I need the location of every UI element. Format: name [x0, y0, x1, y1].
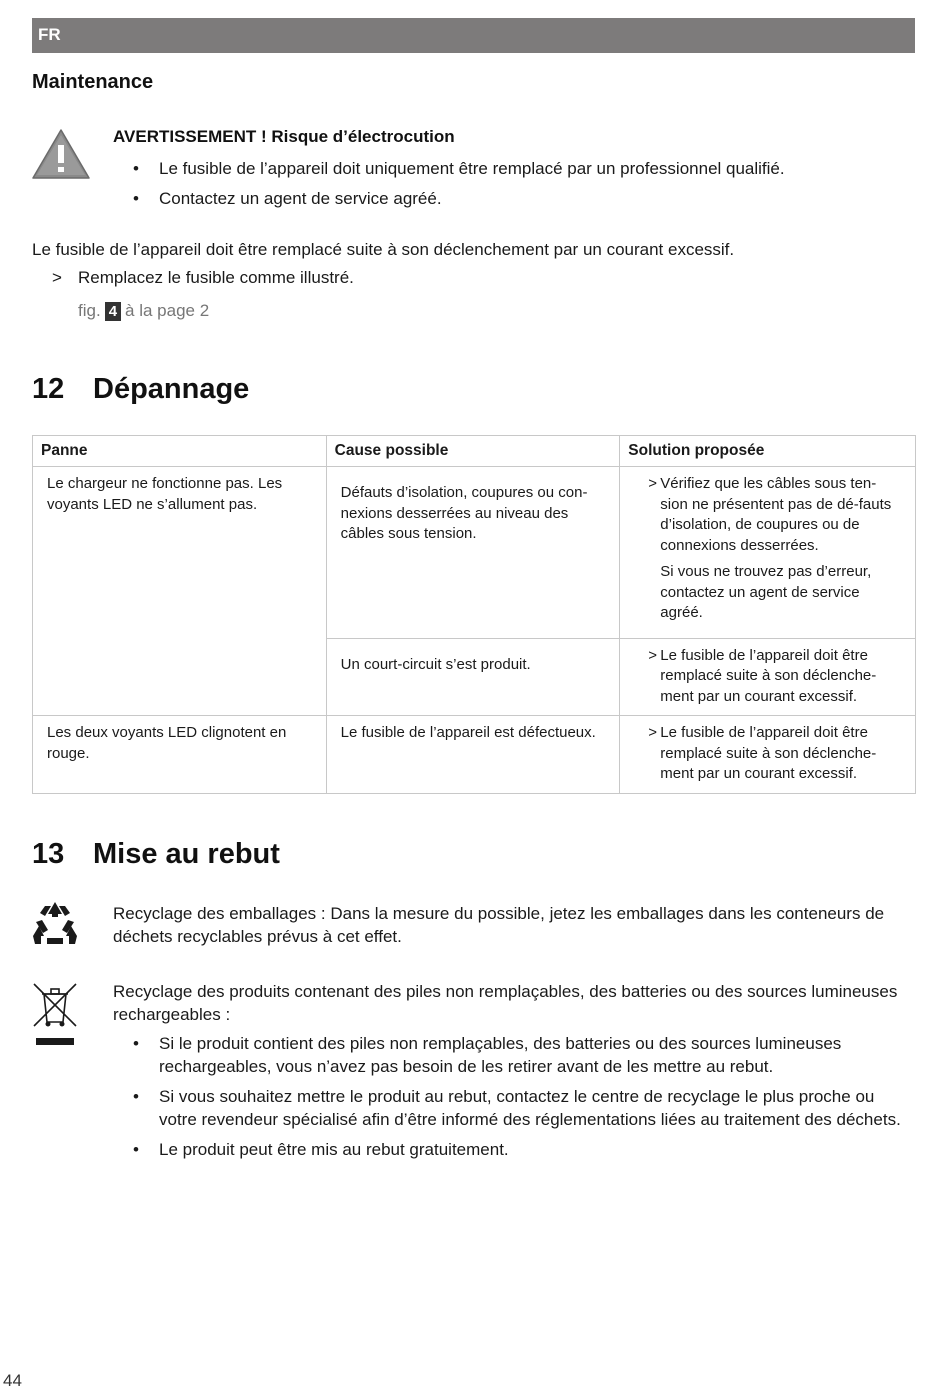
maintenance-paragraph: Le fusible de l’appareil doit être remplacé suite à son déclenchement par un courant excessif. — [32, 240, 735, 259]
solution-cell — [620, 467, 916, 639]
table-header-row — [33, 436, 916, 467]
cause-cell: Défauts d’isolation, coupures ou con-nexions desserrées au niveau des câbles sous tension. — [326, 467, 620, 639]
language-code: FR — [38, 25, 61, 44]
figure-prefix: fig. — [78, 301, 101, 320]
list-item — [113, 1138, 913, 1161]
column-header-cause: Cause possible — [326, 436, 620, 467]
page-number: 44 — [3, 1371, 22, 1390]
crossed-bin-icon — [32, 982, 78, 1048]
section-title: Dépannage — [93, 373, 250, 405]
recycle-icon — [31, 900, 79, 946]
disposal-list — [113, 1032, 913, 1161]
table-row — [33, 467, 916, 639]
warning-title: AVERTISSEMENT ! Risque d’électrocution — [113, 127, 455, 146]
instruction-step — [52, 268, 354, 288]
bullet-symbol: • — [133, 1034, 139, 1053]
arrow-icon: > — [648, 724, 658, 741]
list-item — [113, 187, 785, 210]
panne-cell: Le chargeur ne fonctionne pas. Les voyants LED ne s’allument pas. — [33, 467, 327, 716]
language-header-bar — [32, 18, 915, 53]
battery-recycling-text: Recyclage des produits contenant des piles non remplaçables, des batteries ou des sources lumineuses rechargeables : — [113, 982, 898, 1024]
figure-suffix: à la page 2 — [125, 301, 210, 320]
disposal-item-text: Le produit peut être mis au rebut gratuitement. — [159, 1140, 509, 1159]
figure-number: 4 — [105, 302, 121, 321]
disposal-item-text: Si le produit contient des piles non remplaçables, des batteries ou des sources lumineuses rechargeables, vous n’avez pas besoin de les retirer avant de les mettre au rebut. — [159, 1034, 842, 1076]
list-item — [113, 1085, 913, 1131]
bullet-symbol: • — [133, 1140, 139, 1159]
arrow-icon: > — [52, 268, 62, 287]
section-number: 13 — [32, 838, 65, 870]
solution-text: Le fusible de l’appareil doit être remplacé suite à son déclenche-ment par un courant excessif. — [660, 724, 877, 782]
solution-cell — [620, 716, 916, 794]
bullet-symbol: • — [133, 159, 139, 178]
troubleshooting-table — [32, 435, 916, 794]
table-row — [33, 716, 916, 794]
list-item — [113, 157, 785, 180]
section-number: 12 — [32, 373, 65, 405]
warning-item-text: Contactez un agent de service agréé. — [159, 189, 442, 208]
warning-triangle-icon — [31, 128, 91, 180]
figure-reference[interactable] — [78, 301, 209, 321]
column-header-panne: Panne — [33, 436, 327, 467]
bullet-symbol: • — [133, 189, 139, 208]
section-title: Mise au rebut — [93, 838, 280, 870]
column-header-solution: Solution proposée — [620, 436, 916, 467]
arrow-icon: > — [648, 475, 658, 492]
solution-cell — [620, 638, 916, 716]
list-item — [113, 1032, 913, 1078]
warning-list — [113, 157, 785, 210]
packaging-recycling-text: Recyclage des emballages : Dans la mesure du possible, jetez les emballages dans les conteneurs de déchets recyclables prévus à cet effet. — [113, 904, 885, 946]
arrow-icon: > — [648, 646, 658, 664]
panne-cell: Les deux voyants LED clignotent en rouge. — [33, 716, 327, 794]
solution-text: Le fusible de l’appareil doit être remplacé suite à son déclenche-ment par un courant excessif. — [660, 646, 877, 705]
solution-note: Si vous ne trouvez pas d’erreur, contactez un agent de service agréé. — [660, 563, 872, 621]
cause-cell: Le fusible de l’appareil est défectueux. — [326, 716, 620, 794]
warning-item-text: Le fusible de l’appareil doit uniquement être remplacé par un professionnel qualifié. — [159, 159, 785, 178]
bullet-symbol: • — [133, 1087, 139, 1106]
solution-text: Vérifiez que les câbles sous ten-sion ne présentent pas de dé-fauts d’isolation, de coupures ou de connexions desserrées. — [660, 475, 892, 554]
disposal-item-text: Si vous souhaitez mettre le produit au rebut, contactez le centre de recyclage le plus proche ou votre revendeur spécialisé afin d’être informé des réglementations liées au traitement des déchets. — [159, 1087, 901, 1129]
instruction-text: Remplacez le fusible comme illustré. — [78, 268, 354, 287]
cause-cell: Un court-circuit s’est produit. — [326, 638, 620, 716]
maintenance-title: Maintenance — [32, 71, 154, 93]
